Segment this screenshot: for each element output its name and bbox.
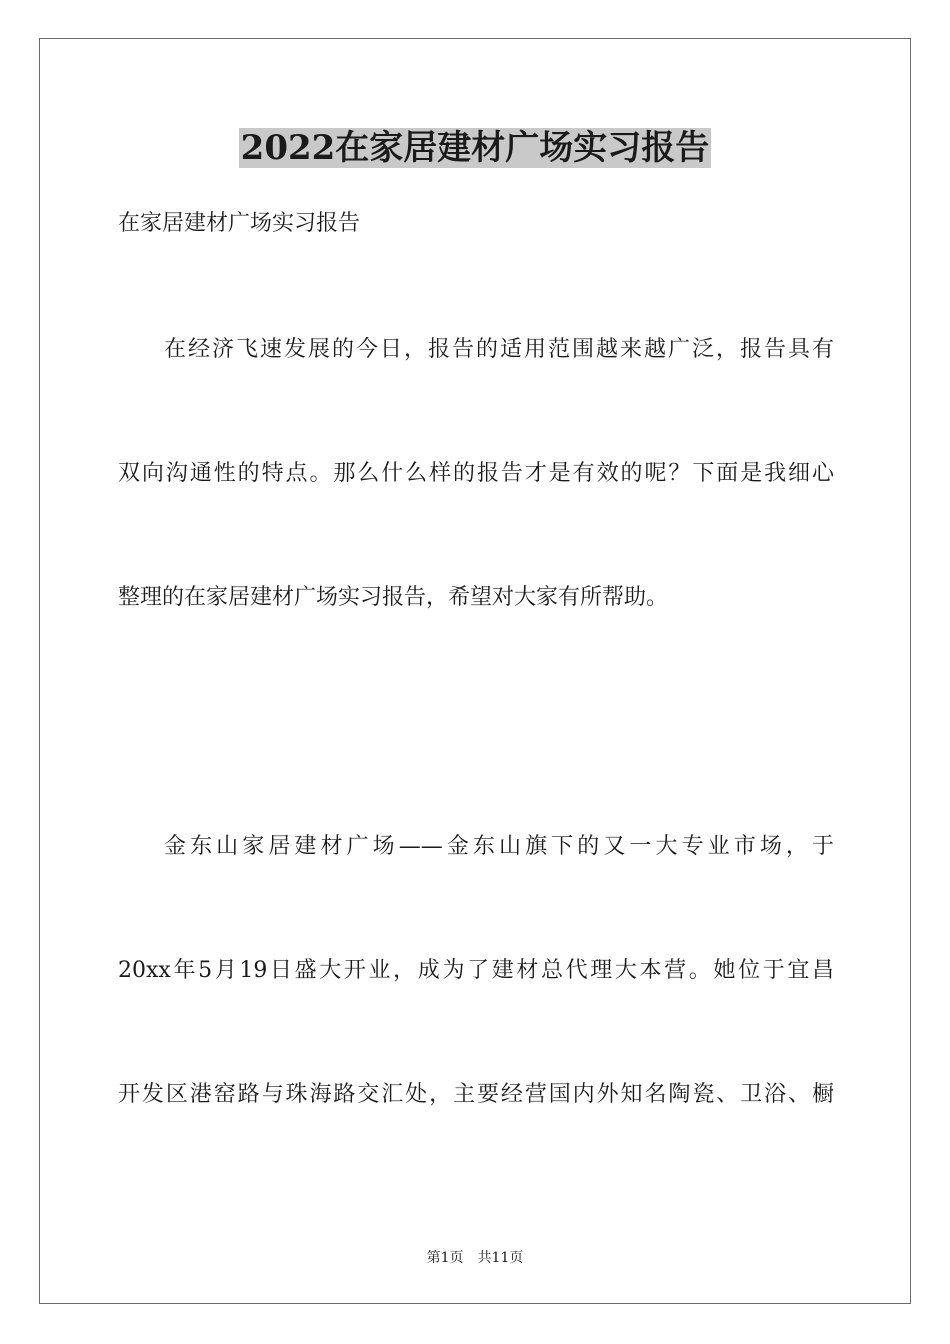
- paragraph-1-line-1: 在经济飞速发展的今日，报告的适用范围越来越广泛，报告具有: [164, 337, 834, 362]
- document-title-text: 2022在家居建材广场实习报告: [240, 128, 710, 168]
- paragraph-1-line-3: 整理的在家居建材广场实习报告，希望对大家有所帮助。: [118, 585, 669, 610]
- document-subtitle: 在家居建材广场实习报告: [118, 211, 361, 236]
- paragraph-2-line-2: 20xx年5月19日盛大开业，成为了建材总代理大本营。她位于宜昌: [118, 958, 834, 983]
- paragraph-2-line-3: 开发区港窑路与珠海路交汇处，主要经营国内外知名陶瓷、卫浴、橱: [118, 1082, 834, 1107]
- document-title: [0, 126, 950, 170]
- page-number-footer: 第1页 共11页: [426, 1250, 524, 1266]
- paragraph-2-line-1: 金东山家居建材广场——金东山旗下的又一大专业市场，于: [164, 834, 834, 859]
- paragraph-1-line-2: 双向沟通性的特点。那么什么样的报告才是有效的呢？下面是我细心: [118, 461, 834, 486]
